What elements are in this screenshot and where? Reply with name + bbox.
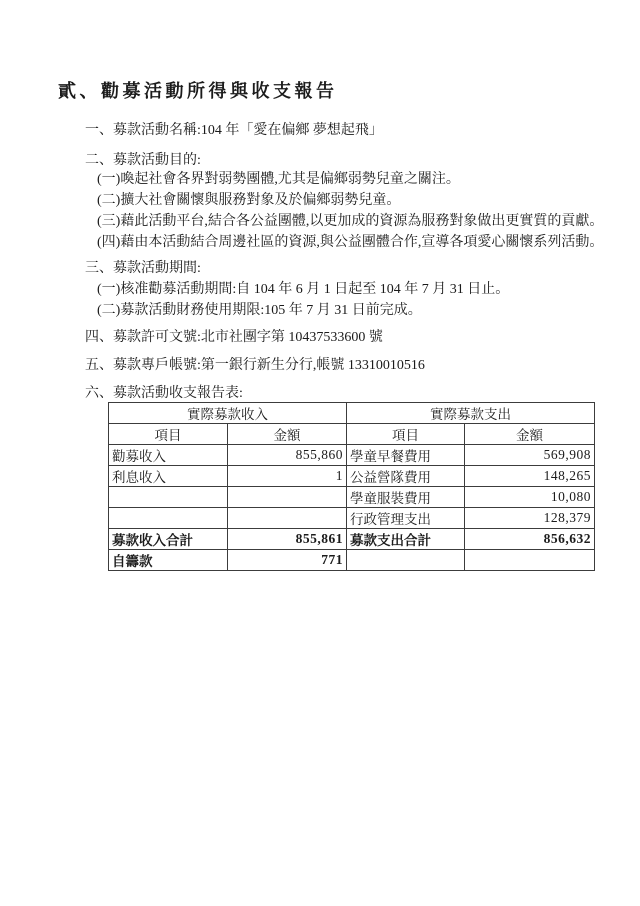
self-funded-amount: 771 (228, 550, 347, 571)
income-amount: 855,860 (228, 445, 347, 466)
expense-item: 學童早餐費用 (347, 445, 465, 466)
expense-total-amount: 856,632 (465, 529, 595, 550)
income-amount (228, 487, 347, 508)
income-amount-column-header: 金額 (228, 424, 347, 445)
expense-amount: 10,080 (465, 487, 595, 508)
income-item: 勸募收入 (109, 445, 228, 466)
income-expense-table (108, 402, 595, 571)
section-2-sub-2: (二)擴大社會關懷與服務對象及於偏鄉弱勢兒童。 (97, 193, 401, 208)
expense-total-label: 募款支出合計 (347, 529, 465, 550)
table-row (109, 466, 595, 487)
income-total-amount: 855,861 (228, 529, 347, 550)
expense-item: 學童服裝費用 (347, 487, 465, 508)
income-item (109, 487, 228, 508)
document-title: 貳、勸募活動所得與收支報告 (58, 81, 338, 101)
table-row (109, 445, 595, 466)
expense-amount (465, 550, 595, 571)
section-2-sub-1: (一)喚起社會各界對弱勢團體,尤其是偏鄉弱勢兒童之關注。 (97, 172, 460, 187)
income-amount (228, 508, 347, 529)
section-3-sub-2: (二)募款活動財務使用期限:105 年 7 月 31 日前完成。 (97, 303, 422, 318)
expense-item: 公益營隊費用 (347, 466, 465, 487)
section-5-heading: 五、募款專戶帳號:第一銀行新生分行,帳號 13310010516 (85, 358, 425, 373)
table-total-row (109, 529, 595, 550)
expense-item: 行政管理支出 (347, 508, 465, 529)
expense-item (347, 550, 465, 571)
table-group-header-row (109, 403, 595, 424)
income-item-column-header: 項目 (109, 424, 228, 445)
table-row (109, 487, 595, 508)
expense-amount-column-header: 金額 (465, 424, 595, 445)
expense-amount: 128,379 (465, 508, 595, 529)
table-row (109, 508, 595, 529)
section-2-sub-3: (三)藉此活動平台,結合各公益團體,以更加成的資源為服務對象做出更實質的貢獻。 (97, 214, 604, 229)
section-2-sub-4: (四)藉由本活動結合周邊社區的資源,與公益團體合作,宣導各項愛心關懷系列活動。 (97, 235, 604, 250)
section-4-heading: 四、募款許可文號:北市社團字第 10437533600 號 (85, 330, 383, 345)
income-amount: 1 (228, 466, 347, 487)
expense-amount: 148,265 (465, 466, 595, 487)
table-self-funded-row (109, 550, 595, 571)
income-item: 利息收入 (109, 466, 228, 487)
section-2-heading: 二、募款活動目的: (85, 153, 201, 168)
section-6-heading: 六、募款活動收支報告表: (85, 386, 243, 401)
income-item (109, 508, 228, 529)
section-1-heading: 一、募款活動名稱:104 年「愛在偏鄉 夢想起飛」 (85, 123, 383, 138)
section-3-heading: 三、募款活動期間: (85, 261, 201, 276)
income-total-label: 募款收入合計 (109, 529, 228, 550)
table-column-header-row (109, 424, 595, 445)
income-group-header: 實際募款收入 (109, 403, 347, 424)
expense-amount: 569,908 (465, 445, 595, 466)
expense-group-header: 實際募款支出 (347, 403, 595, 424)
expense-item-column-header: 項目 (347, 424, 465, 445)
self-funded-label: 自籌款 (109, 550, 228, 571)
section-3-sub-1: (一)核准勸募活動期間:自 104 年 6 月 1 日起至 104 年 7 月 31 日止。 (97, 282, 510, 297)
